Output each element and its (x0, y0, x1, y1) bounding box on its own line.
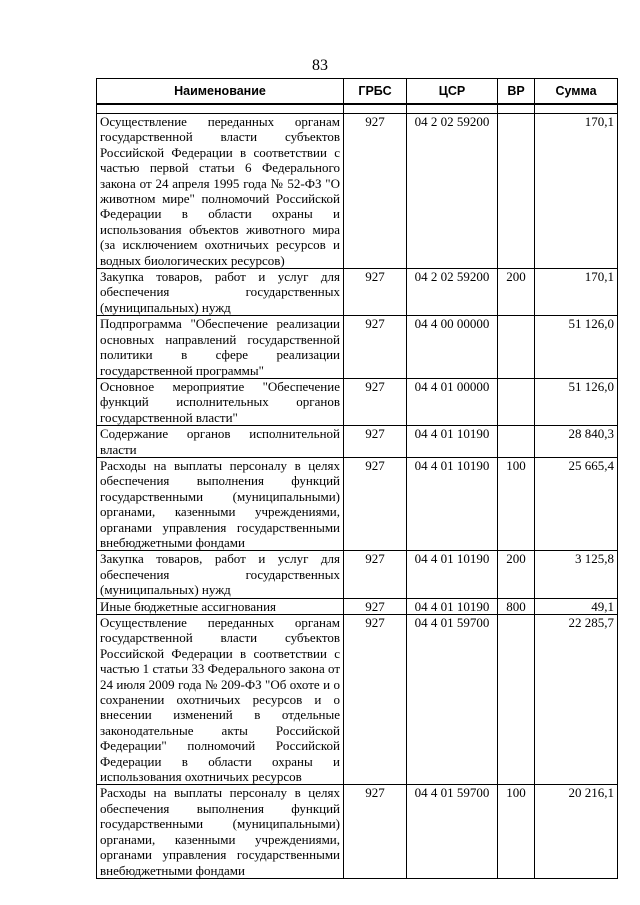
table-row (97, 114, 618, 269)
row-grbs: 927 (344, 378, 407, 425)
row-sum: 51 126,0 (535, 316, 618, 379)
header-csr: ЦСР (407, 79, 498, 105)
row-vr: 800 (498, 598, 535, 614)
row-csr: 04 4 01 10190 (407, 457, 498, 550)
row-csr: 04 4 01 59700 (407, 615, 498, 785)
table-row (97, 316, 618, 379)
table-row (97, 551, 618, 598)
header-sum: Сумма (535, 79, 618, 105)
row-vr: 100 (498, 785, 535, 878)
row-grbs: 927 (344, 615, 407, 785)
row-name: Расходы на выплаты персоналу в целях обеспечения выполнения функций государственными (муниципальными) органами, казенными учреждениями, органами управления государственными внебюджетными фондами (97, 457, 344, 550)
row-grbs: 927 (344, 316, 407, 379)
table-row (97, 785, 618, 878)
row-vr (498, 114, 535, 269)
row-name: Осуществление переданных органам государственной власти субъектов Российской Федерации в соответствии с частью 1 статьи 33 Федерального закона от 24 июля 2009 года № 209-ФЗ "Об охоте и о сохранении охотничьих ресурсов и о внесении изменений в отдельные законодательные акты Российской Федерации" полномочий Российской Федерации в области охраны и использования охотничьих ресурсов (97, 615, 344, 785)
row-sum: 49,1 (535, 598, 618, 614)
row-name: Иные бюджетные ассигнования (97, 598, 344, 614)
row-sum: 51 126,0 (535, 378, 618, 425)
row-csr: 04 4 00 00000 (407, 316, 498, 379)
table-row (97, 598, 618, 614)
budget-table (96, 78, 618, 879)
row-vr (498, 378, 535, 425)
row-sum: 25 665,4 (535, 457, 618, 550)
row-sum: 20 216,1 (535, 785, 618, 878)
row-vr: 100 (498, 457, 535, 550)
row-grbs: 927 (344, 551, 407, 598)
row-grbs: 927 (344, 457, 407, 550)
header-spacer (97, 104, 618, 114)
table-row (97, 457, 618, 550)
row-vr (498, 615, 535, 785)
row-sum: 170,1 (535, 114, 618, 269)
row-name: Расходы на выплаты персоналу в целях обеспечения выполнения функций государственными (муниципальными) органами, казенными учреждениями, органами управления государственными внебюджетными фондами (97, 785, 344, 878)
row-grbs: 927 (344, 785, 407, 878)
row-grbs: 927 (344, 598, 407, 614)
row-sum: 3 125,8 (535, 551, 618, 598)
row-name: Закупка товаров, работ и услуг для обеспечения государственных (муниципальных) нужд (97, 551, 344, 598)
header-name: Наименование (97, 79, 344, 105)
row-grbs: 927 (344, 114, 407, 269)
row-csr: 04 2 02 59200 (407, 269, 498, 316)
row-name: Содержание органов исполнительной власти (97, 426, 344, 458)
row-csr: 04 4 01 59700 (407, 785, 498, 878)
row-csr: 04 4 01 10190 (407, 598, 498, 614)
table-row (97, 426, 618, 458)
row-vr: 200 (498, 551, 535, 598)
table-header-row (97, 79, 618, 105)
row-name: Осуществление переданных органам государственной власти субъектов Российской Федерации в соответствии с частью первой статьи 6 Федерального закона от 24 апреля 1995 года № 52-ФЗ "О животном мире" полномочий Российской Федерации в области охраны и использования объектов животного мира (за исключением охотничьих ресурсов и водных биологических ресурсов) (97, 114, 344, 269)
row-sum: 22 285,7 (535, 615, 618, 785)
row-csr: 04 4 01 10190 (407, 551, 498, 598)
table-row (97, 615, 618, 785)
header-vr: ВР (498, 79, 535, 105)
row-vr (498, 426, 535, 458)
row-name: Закупка товаров, работ и услуг для обеспечения государственных (муниципальных) нужд (97, 269, 344, 316)
row-vr: 200 (498, 269, 535, 316)
table-row (97, 378, 618, 425)
row-csr: 04 2 02 59200 (407, 114, 498, 269)
row-csr: 04 4 01 10190 (407, 426, 498, 458)
header-grbs: ГРБС (344, 79, 407, 105)
row-sum: 28 840,3 (535, 426, 618, 458)
table-row (97, 269, 618, 316)
row-grbs: 927 (344, 426, 407, 458)
row-name: Основное мероприятие "Обеспечение функций исполнительных органов государственной власти" (97, 378, 344, 425)
row-grbs: 927 (344, 269, 407, 316)
row-name: Подпрограмма "Обеспечение реализации основных направлений государственной политики в сфере реализации государственной программы" (97, 316, 344, 379)
row-vr (498, 316, 535, 379)
page-number: 83 (312, 57, 328, 74)
row-sum: 170,1 (535, 269, 618, 316)
row-csr: 04 4 01 00000 (407, 378, 498, 425)
